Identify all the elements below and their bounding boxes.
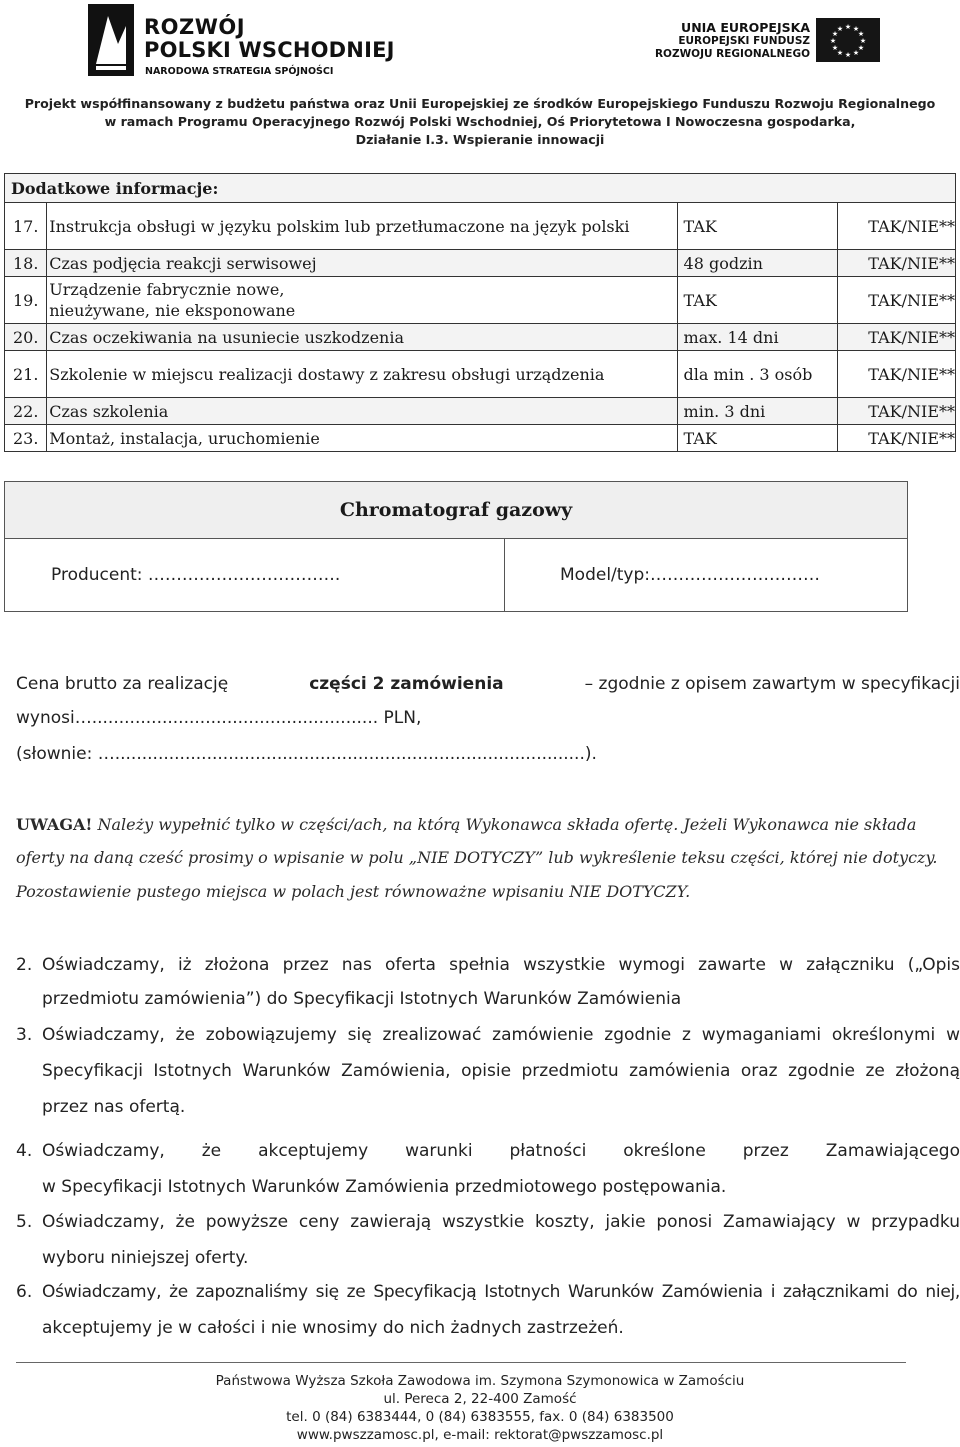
statement-line: wyboru niniejszej oferty. <box>42 1248 249 1268</box>
row-answer[interactable]: TAK/NIE** <box>838 324 956 351</box>
row-description: Montaż, instalacja, uruchomienie <box>47 425 677 452</box>
statement-2 <box>16 955 960 1025</box>
row-description: Czas szkolenia <box>47 398 677 425</box>
footer-line-3: tel. 0 (84) 6383444, 0 (84) 6383555, fax. 0 (84) 6383500 <box>286 1409 674 1425</box>
producer-field[interactable]: Producent: ……………………………. <box>5 539 505 612</box>
svg-text:★: ★ <box>844 23 852 31</box>
row-requirement: TAK <box>677 425 838 452</box>
price-text-a: Cena brutto za realizację <box>16 674 229 694</box>
row-requirement: min. 3 dni <box>677 398 838 425</box>
statement-3 <box>16 1025 960 1125</box>
price-part-bold: części 2 zamówienia <box>309 674 504 694</box>
statement-number: 4. <box>16 1141 33 1161</box>
row-requirement: TAK <box>677 277 838 324</box>
row-number: 18. <box>5 250 47 277</box>
row-description: Instrukcja obsługi w języku polskim lub przetłumaczone na język polski <box>47 203 677 250</box>
eu-logo <box>654 18 908 78</box>
eu-line-1: UNIA EUROPEJSKA <box>681 20 810 35</box>
row-answer[interactable]: TAK/NIE** <box>838 250 956 277</box>
note-line-2: oferty na daną cześć prosimy o wpisanie w polu „NIE DOTYCZY” lub wykreślenie teksu części, której nie dotyczy. <box>16 848 938 867</box>
price-text-c: – zgodnie z opisem zawartym w specyfikacji <box>584 674 960 694</box>
row-answer[interactable]: TAK/NIE** <box>838 398 956 425</box>
statement-5 <box>16 1212 960 1272</box>
row-number: 19. <box>5 277 47 324</box>
row-number: 20. <box>5 324 47 351</box>
footer-line-1: Państwowa Wyższa Szkoła Zawodowa im. Szymona Szymonowica w Zamościu <box>215 1373 745 1389</box>
svg-text:★: ★ <box>852 49 860 57</box>
statement-line: przez nas ofertą. <box>42 1097 186 1117</box>
statement-line: przedmiotu zamówienia”) do Specyfikacji Istotnych Warunków Zamówienia <box>42 989 682 1009</box>
note-line-1 <box>16 815 916 834</box>
statement-4 <box>16 1141 960 1201</box>
statement-number: 6. <box>16 1282 33 1302</box>
footer-line-2: ul. Pereca 2, 22-400 Zamość <box>383 1391 577 1407</box>
model-field[interactable]: Model/typ:………………………… <box>505 539 908 612</box>
extra-info-heading: Dodatkowe informacje: <box>5 174 956 203</box>
row-answer[interactable]: TAK/NIE** <box>838 203 956 250</box>
svg-text:★: ★ <box>829 37 837 45</box>
row-number: 21. <box>5 351 47 398</box>
svg-text:★: ★ <box>852 25 860 33</box>
row-answer[interactable]: TAK/NIE** <box>838 425 956 452</box>
row-number: 23. <box>5 425 47 452</box>
row-requirement: max. 14 dni <box>677 324 838 351</box>
row-requirement: 48 godzin <box>677 250 838 277</box>
row-description: Czas oczekiwania na usuniecie uszkodzenia <box>47 324 677 351</box>
row-number: 22. <box>5 398 47 425</box>
statement-number: 2. <box>16 955 33 975</box>
price-amount-field[interactable]: wynosi…..................................................... PLN, <box>16 708 422 728</box>
project-line-2: w ramach Programu Operacyjnego Rozwój Polski Wschodniej, Oś Priorytetowa I Nowoczesna gospodarka, <box>104 114 856 129</box>
logo-line-3: NARODOWA STRATEGIA SPÓJNOŚCI <box>145 66 334 77</box>
row-description: Urządzenie fabrycznie nowe, nieużywane, nie eksponowane <box>47 277 677 324</box>
statement-line: akceptujemy je w całości i nie wnosimy do nich żadnych zastrzeżeń. <box>42 1318 624 1338</box>
note-label: UWAGA! <box>16 815 93 834</box>
statement-line: Oświadczamy, że akceptujemy warunki płatności określone przez Zamawiającego <box>42 1141 960 1161</box>
svg-text:★: ★ <box>831 30 839 38</box>
svg-text:★: ★ <box>857 44 865 52</box>
row-description: Czas podjęcia reakcji serwisowej <box>47 250 677 277</box>
note-text-1: Należy wypełnić tylko w części/ach, na którą Wykonawca składa ofertę. Jeżeli Wykonawca nie składa <box>97 815 917 834</box>
device-table <box>4 481 908 612</box>
statement-6 <box>16 1282 960 1342</box>
statement-number: 3. <box>16 1025 33 1045</box>
note-line-3: Pozostawienie pustego miejsca w polach jest równoważne wpisaniu NIE DOTYCZY. <box>16 882 691 901</box>
price-line-1 <box>16 674 960 694</box>
rozwoj-polski-wschodniej-logo <box>88 4 395 80</box>
footer-line-4: www.pwszzamosc.pl, e-mail: rektorat@pwszzamosc.pl <box>296 1427 664 1443</box>
project-line-3: Działanie I.3. Wspieranie innowacji <box>355 132 605 147</box>
statement-line: Oświadczamy, iż złożona przez nas oferta spełnia wszystkie wymogi zawarte w załączniku („Opis <box>42 955 960 975</box>
statement-line: Oświadczamy, że powyższe ceny zawierają wszystkie koszty, jakie ponosi Zamawiający w przypadku <box>42 1212 960 1232</box>
statement-line: w Specyfikacji Istotnych Warunków Zamówienia przedmiotowego postępowania. <box>42 1177 727 1197</box>
svg-text:★: ★ <box>859 37 867 45</box>
logo-line-2: POLSKI WSCHODNIEJ <box>144 38 395 62</box>
logo-line-1: ROZWÓJ <box>144 15 246 39</box>
price-words-field[interactable]: (słownie: ….......................................................................................). <box>16 744 597 764</box>
eu-line-2: EUROPEJSKI FUNDUSZ <box>678 35 810 47</box>
logo-emblem-icon <box>88 4 134 76</box>
row-answer[interactable]: TAK/NIE** <box>838 351 956 398</box>
statement-line: Specyfikacji Istotnych Warunków Zamówienia, opisie przedmiotu zamówienia oraz zgodnie ze złożoną <box>42 1061 960 1081</box>
svg-text:★: ★ <box>836 25 844 33</box>
statement-line: Oświadczamy, że zapoznaliśmy się ze Specyfikacją Istotnych Warunków Zamówienia i załącznikami do niej, <box>42 1282 960 1302</box>
eu-flag-icon <box>816 18 880 62</box>
footer-divider <box>16 1362 906 1363</box>
row-description: Szkolenie w miejscu realizacji dostawy z zakresu obsługi urządzenia <box>47 351 677 398</box>
project-line-1: Projekt współfinansowany z budżetu państwa oraz Unii Europejskiej ze środków Europejskiego Funduszu Rozwoju Regionalnego <box>24 96 936 111</box>
svg-text:★: ★ <box>831 44 839 52</box>
svg-text:★: ★ <box>857 30 865 38</box>
statement-number: 5. <box>16 1212 33 1232</box>
eu-line-3: ROZWOJU REGIONALNEGO <box>654 48 810 60</box>
svg-text:★: ★ <box>836 49 844 57</box>
row-number: 17. <box>5 203 47 250</box>
row-requirement: dla min . 3 osób <box>677 351 838 398</box>
svg-text:★: ★ <box>844 51 852 59</box>
device-title: Chromatograf gazowy <box>5 482 908 539</box>
statement-line: Oświadczamy, że zobowiązujemy się zrealizować zamówienie zgodnie z wymaganiami określonymi w <box>42 1025 960 1045</box>
extra-info-table <box>4 173 956 452</box>
row-requirement: TAK <box>677 203 838 250</box>
row-answer[interactable]: TAK/NIE** <box>838 277 956 324</box>
